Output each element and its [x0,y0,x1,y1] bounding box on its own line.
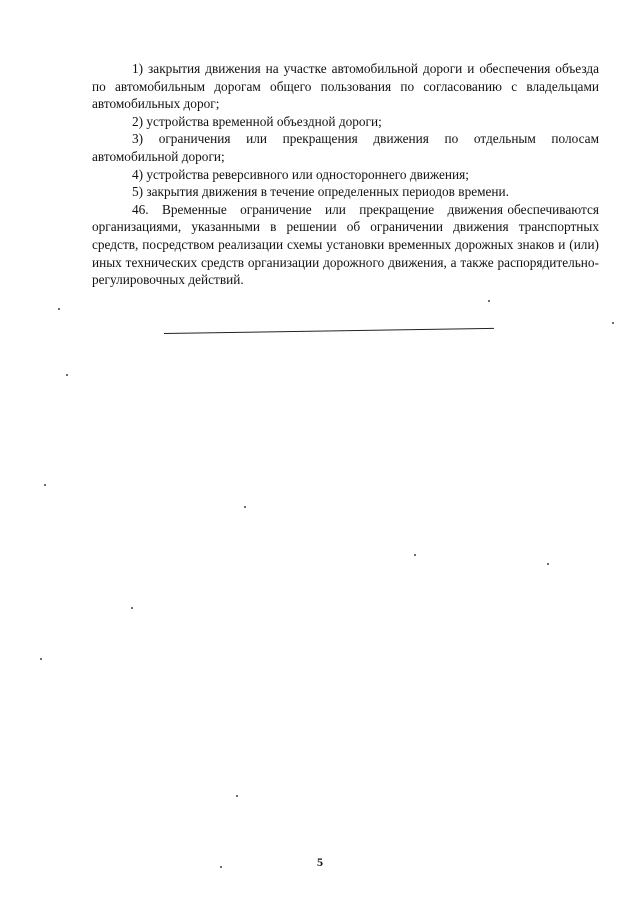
scan-speck [44,484,46,486]
scan-speck [612,322,614,324]
scan-speck [547,563,549,565]
paragraph-46: 46. Временные ограничение или прекращение движения обеспечиваются организациями, указанными в решении об ограничении движения транспортных средств, посредством реализации схемы установки временных дорожных знаков и (или) иных технических средств организации дорожного движения, а также распорядительно-регулировочных действий. [92,201,603,288]
page-number: 5 [317,855,323,869]
scan-speck [414,554,416,556]
scan-speck [40,658,42,660]
list-item-1: 1) закрытия движения на участке автомобильной дороги и обеспечения объезда по автомобильным дорогам общего пользования по согласованию с владельцами автомобильных дорог; [92,61,599,112]
scan-speck [131,607,133,609]
scan-speck [58,308,60,310]
list-item-3: 3) ограничения или прекращения движения по отдельным полосам автомобильной дороги; [92,131,599,164]
list-item-2: 2) устройства временной объездной дороги; [132,113,382,129]
scan-speck [236,795,238,797]
list-item-5: 5) закрытия движения в течение определенных периодов времени. [132,184,509,200]
scan-speck [488,300,490,302]
scan-speck [244,506,246,508]
list-item-4: 4) устройства реверсивного или одностороннего движения; [132,166,469,182]
scan-speck [66,374,68,376]
body-text [92,60,603,289]
end-divider-line [164,328,494,334]
scan-speck [220,866,222,868]
